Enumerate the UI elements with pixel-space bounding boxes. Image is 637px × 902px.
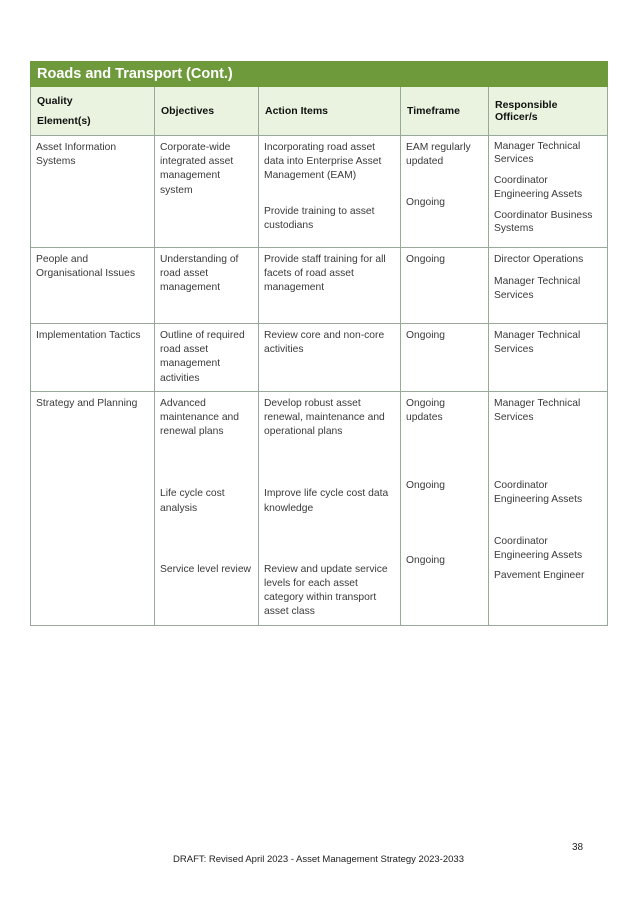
action-item: Review and update service levels for each asset category within transport asset class <box>264 563 388 618</box>
cell-officers <box>489 248 608 324</box>
timeframe-item: EAM regularly updated <box>406 142 471 168</box>
header-action-items: Action Items <box>259 87 401 136</box>
table-row <box>31 324 608 392</box>
table-title-row <box>31 62 608 87</box>
header-quality-element <box>31 87 155 136</box>
officer-item: Coordinator Engineering Assets <box>494 175 583 201</box>
officer-item: Manager Technical Services <box>494 397 581 424</box>
cell-timeframe <box>401 391 489 625</box>
page-number: 38 <box>572 842 584 853</box>
cell-officers <box>489 391 608 625</box>
cell-timeframe <box>401 136 489 248</box>
cell-actions: Provide staff training for all facets of road asset management <box>259 248 401 324</box>
objective-item: Life cycle cost analysis <box>160 488 225 514</box>
cell-timeframe: Ongoing <box>401 248 489 324</box>
cell-quality: Strategy and Planning <box>31 391 155 625</box>
objective-item: Advanced maintenance and renewal plans <box>160 397 240 438</box>
cell-actions: Review core and non-core activities <box>259 324 401 392</box>
timeframe-item: Ongoing updates <box>406 397 445 424</box>
header-objectives: Objectives <box>155 87 259 136</box>
timeframe-item: Ongoing <box>406 480 445 492</box>
table-row <box>31 248 608 324</box>
cell-objective: Corporate-wide integrated asset management system <box>155 136 259 248</box>
cell-actions <box>259 136 401 248</box>
officer-item: Manager Technical Services <box>494 276 581 302</box>
header-quality-line1: Quality <box>37 95 73 107</box>
cell-quality: People and Organisational Issues <box>31 248 155 324</box>
cell-quality: Asset Information Systems <box>31 136 155 248</box>
cell-objective: Outline of required road asset management activities <box>155 324 259 392</box>
action-item: Improve life cycle cost data knowledge <box>264 488 389 514</box>
objective-item: Service level review <box>160 563 251 575</box>
action-item: Develop robust asset renewal, maintenance and operational plans <box>264 397 385 438</box>
officer-item: Pavement Engineer <box>494 570 585 582</box>
officer-item: Coordinator Business Systems <box>494 210 593 234</box>
officer-item: Coordinator Engineering Assets <box>494 535 583 561</box>
officer-item: Coordinator Engineering Assets <box>494 480 583 506</box>
cell-quality: Implementation Tactics <box>31 324 155 392</box>
table-row <box>31 391 608 625</box>
cell-officers <box>489 136 608 248</box>
header-quality-line2: Element(s) <box>37 115 91 127</box>
cell-officers: Manager Technical Services <box>489 324 608 392</box>
table-row <box>31 136 608 248</box>
cell-objective <box>155 391 259 625</box>
header-responsible: Responsible Officer/s <box>489 87 608 136</box>
action-item: Provide training to asset custodians <box>264 205 375 231</box>
cell-actions <box>259 391 401 625</box>
strategy-table <box>30 61 608 626</box>
officer-item: Manager Technical Services <box>494 141 581 165</box>
footer-text: DRAFT: Revised April 2023 - Asset Management Strategy 2023-2033 <box>173 854 464 865</box>
table-title: Roads and Transport (Cont.) <box>31 62 608 87</box>
table-header-row <box>31 87 608 136</box>
cell-timeframe: Ongoing <box>401 324 489 392</box>
action-item: Incorporating road asset data into Enterprise Asset Management (EAM) <box>264 142 382 182</box>
cell-objective: Understanding of road asset management <box>155 248 259 324</box>
timeframe-item: Ongoing <box>406 197 445 209</box>
strategy-table-container <box>30 61 607 626</box>
header-timeframe: Timeframe <box>401 87 489 136</box>
officer-item: Director Operations <box>494 254 584 265</box>
timeframe-item: Ongoing <box>406 555 445 567</box>
